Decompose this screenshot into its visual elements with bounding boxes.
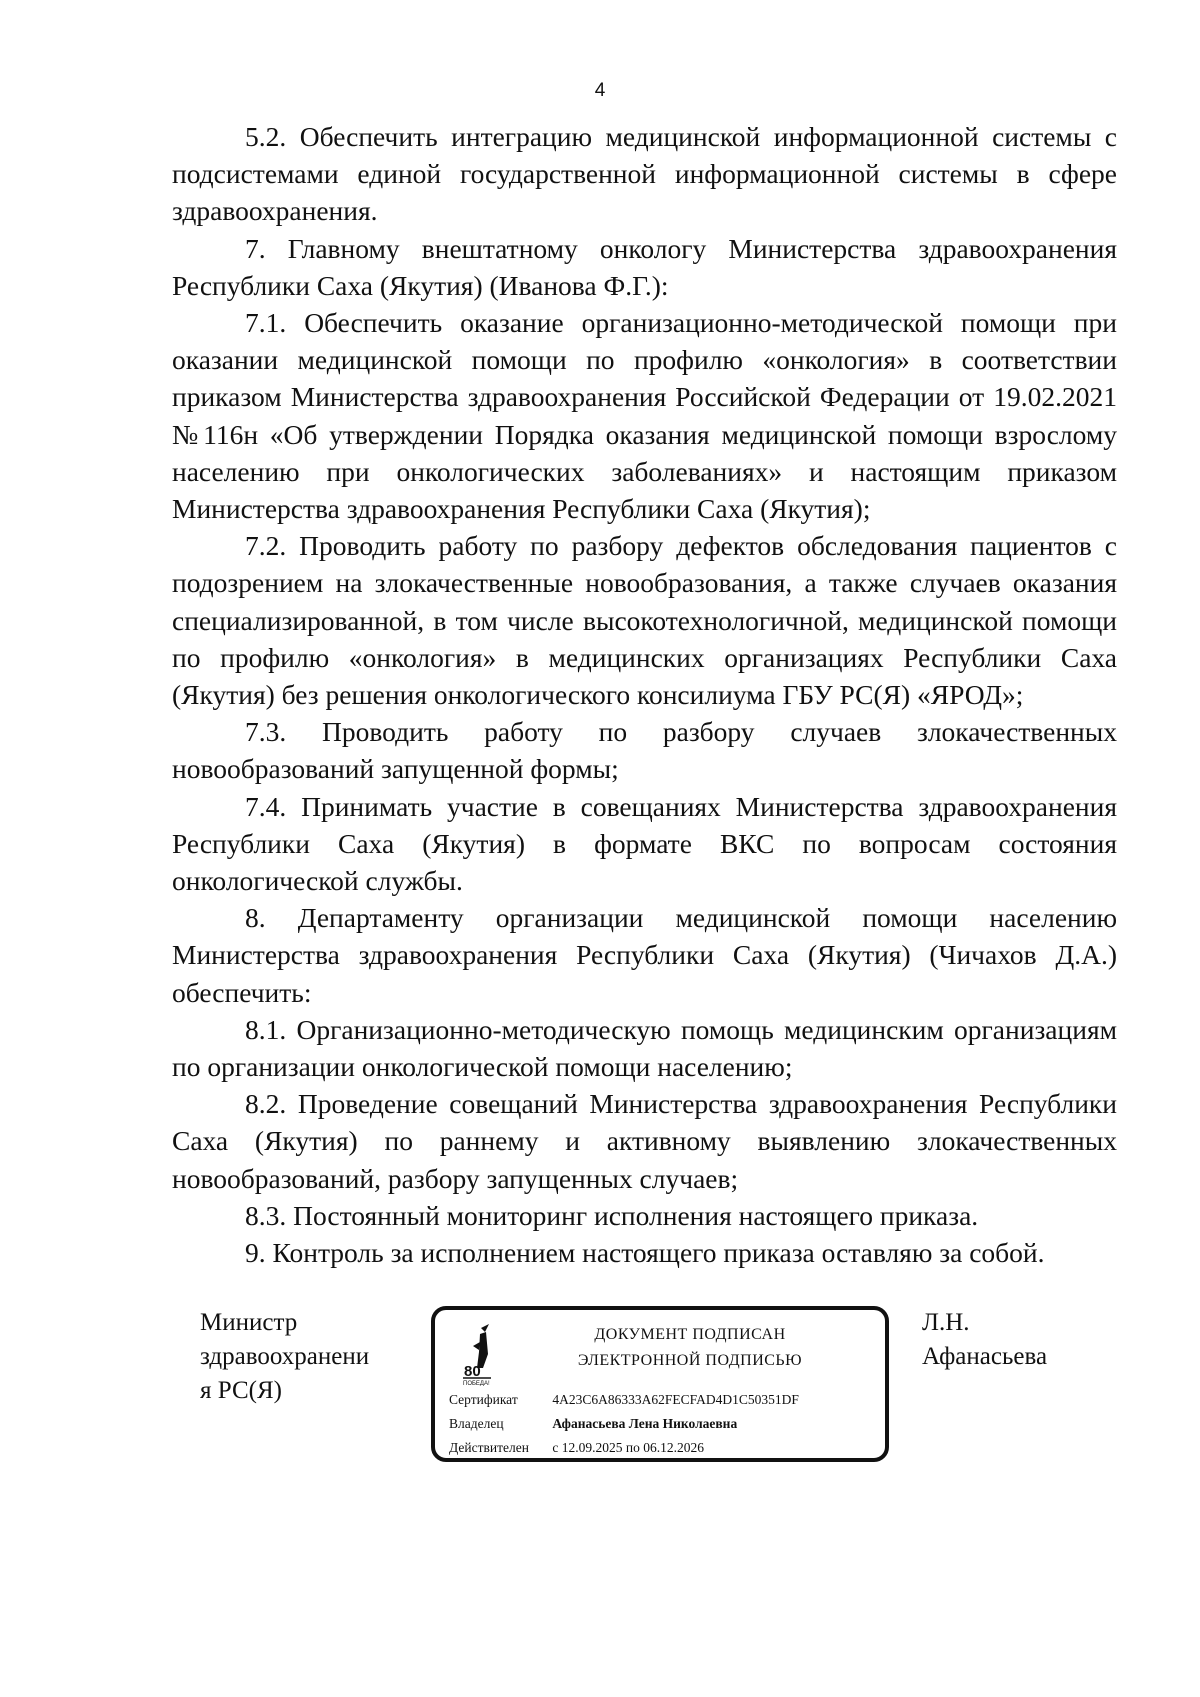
emblem-number: 80 bbox=[464, 1363, 481, 1380]
paragraph-9: 9. Контроль за исполнением настоящего приказа оставляю за собой. bbox=[245, 1237, 1045, 1269]
paragraph-7-3: 7.3. Проводить работу по разбору случаев злокачественных новообразований запущенной формы; bbox=[172, 716, 1117, 785]
signatory-name-line: Л.Н. bbox=[922, 1309, 970, 1336]
signatory-position-line: здравоохранени bbox=[200, 1343, 370, 1370]
page-number: 4 bbox=[594, 80, 606, 101]
paragraph-7-4: 7.4. Принимать участие в совещаниях Министерства здравоохранения Республики Саха (Якутия) в формате ВКС по вопросам состояния онкологической службы. bbox=[172, 790, 1117, 897]
paragraph-7-1: 7.1. Обеспечить оказание организационно-методической помощи при оказании медицинской помощи по профилю «онкология» в соответствии приказом Министерства здравоохранения Российской Федерации от 19.02.2021 №116н «Об утверждении Порядка оказания медицинской помощи взрослому населению при онкологических заболеваниях» и настоящим приказом Министерства здравоохранения Республики Саха (Якутия); bbox=[172, 307, 1117, 525]
paragraph-7: 7. Главному внештатному онкологу Министерства здравоохранения Республики Саха (Якутия) (Иванова Ф.Г.): bbox=[172, 232, 1117, 301]
stamp-owner-row bbox=[449, 1416, 737, 1432]
certificate-value: 4A23C6A86333A62FECFAD4D1C50351DF bbox=[552, 1392, 799, 1407]
paragraph-8-2: 8.2. Проведение совещаний Министерства здравоохранения Республики Саха (Якутия) по раннему и активному выявлению злокачественных новообразований, разбору запущенных случаев; bbox=[172, 1088, 1117, 1194]
emblem-caption: ПОБЕДА! bbox=[463, 1381, 490, 1386]
paragraph-5-2: 5.2. Обеспечить интеграцию медицинской информационной системы с подсистемами единой государственной информационной системы в сфере здравоохранения. bbox=[172, 121, 1117, 227]
certificate-label: Сертификат bbox=[449, 1392, 518, 1407]
paragraph-8: 8. Департаменту организации медицинской помощи населению Министерства здравоохранения Республики Саха (Якутия) (Чичахов Д.А.) обеспечить: bbox=[172, 902, 1117, 1008]
signatory-position-line: Министр bbox=[200, 1309, 298, 1336]
signatory-name bbox=[922, 1306, 1112, 1374]
signatory-position bbox=[200, 1306, 400, 1408]
stamp-header-line: ДОКУМЕНТ ПОДПИСАН bbox=[594, 1326, 786, 1343]
stamp-header-line: ЭЛЕКТРОННОЙ ПОДПИСЬЮ bbox=[577, 1352, 803, 1369]
valid-label: Действителен bbox=[449, 1440, 529, 1455]
valid-value: с 12.09.2025 по 06.12.2026 bbox=[552, 1440, 704, 1455]
paragraph-8-1: 8.1. Организационно-методическую помощь медицинским организациям по организации онкологической помощи населению; bbox=[172, 1013, 1117, 1083]
owner-label: Владелец bbox=[449, 1416, 504, 1431]
paragraph-7-2: 7.2. Проводить работу по разбору дефектов обследования пациентов с подозрением на злокачественные новообразования, а также случаев оказания специализированной, в том числе высокотехнологичной, медицинской помощи по профилю «онкология» в медицинских организациях Республики Саха (Якутия) без решения онкологического консилиума ГБУ РС(Я) «ЯРОД»; bbox=[172, 530, 1117, 711]
signatory-position-line: я РС(Я) bbox=[200, 1377, 282, 1404]
paragraph-8-3: 8.3. Постоянный мониторинг исполнения настоящего приказа. bbox=[245, 1199, 979, 1231]
stamp-certificate-row bbox=[449, 1392, 799, 1408]
stamp-header bbox=[525, 1322, 855, 1374]
signatory-name-line: Афанасьева bbox=[922, 1343, 1048, 1370]
electronic-signature-stamp bbox=[431, 1306, 889, 1462]
order-body bbox=[172, 118, 1117, 1271]
stamp-validity-row bbox=[449, 1440, 704, 1456]
victory-emblem-icon bbox=[461, 1324, 503, 1386]
owner-value: Афанасьева Лена Николаевна bbox=[552, 1416, 738, 1431]
